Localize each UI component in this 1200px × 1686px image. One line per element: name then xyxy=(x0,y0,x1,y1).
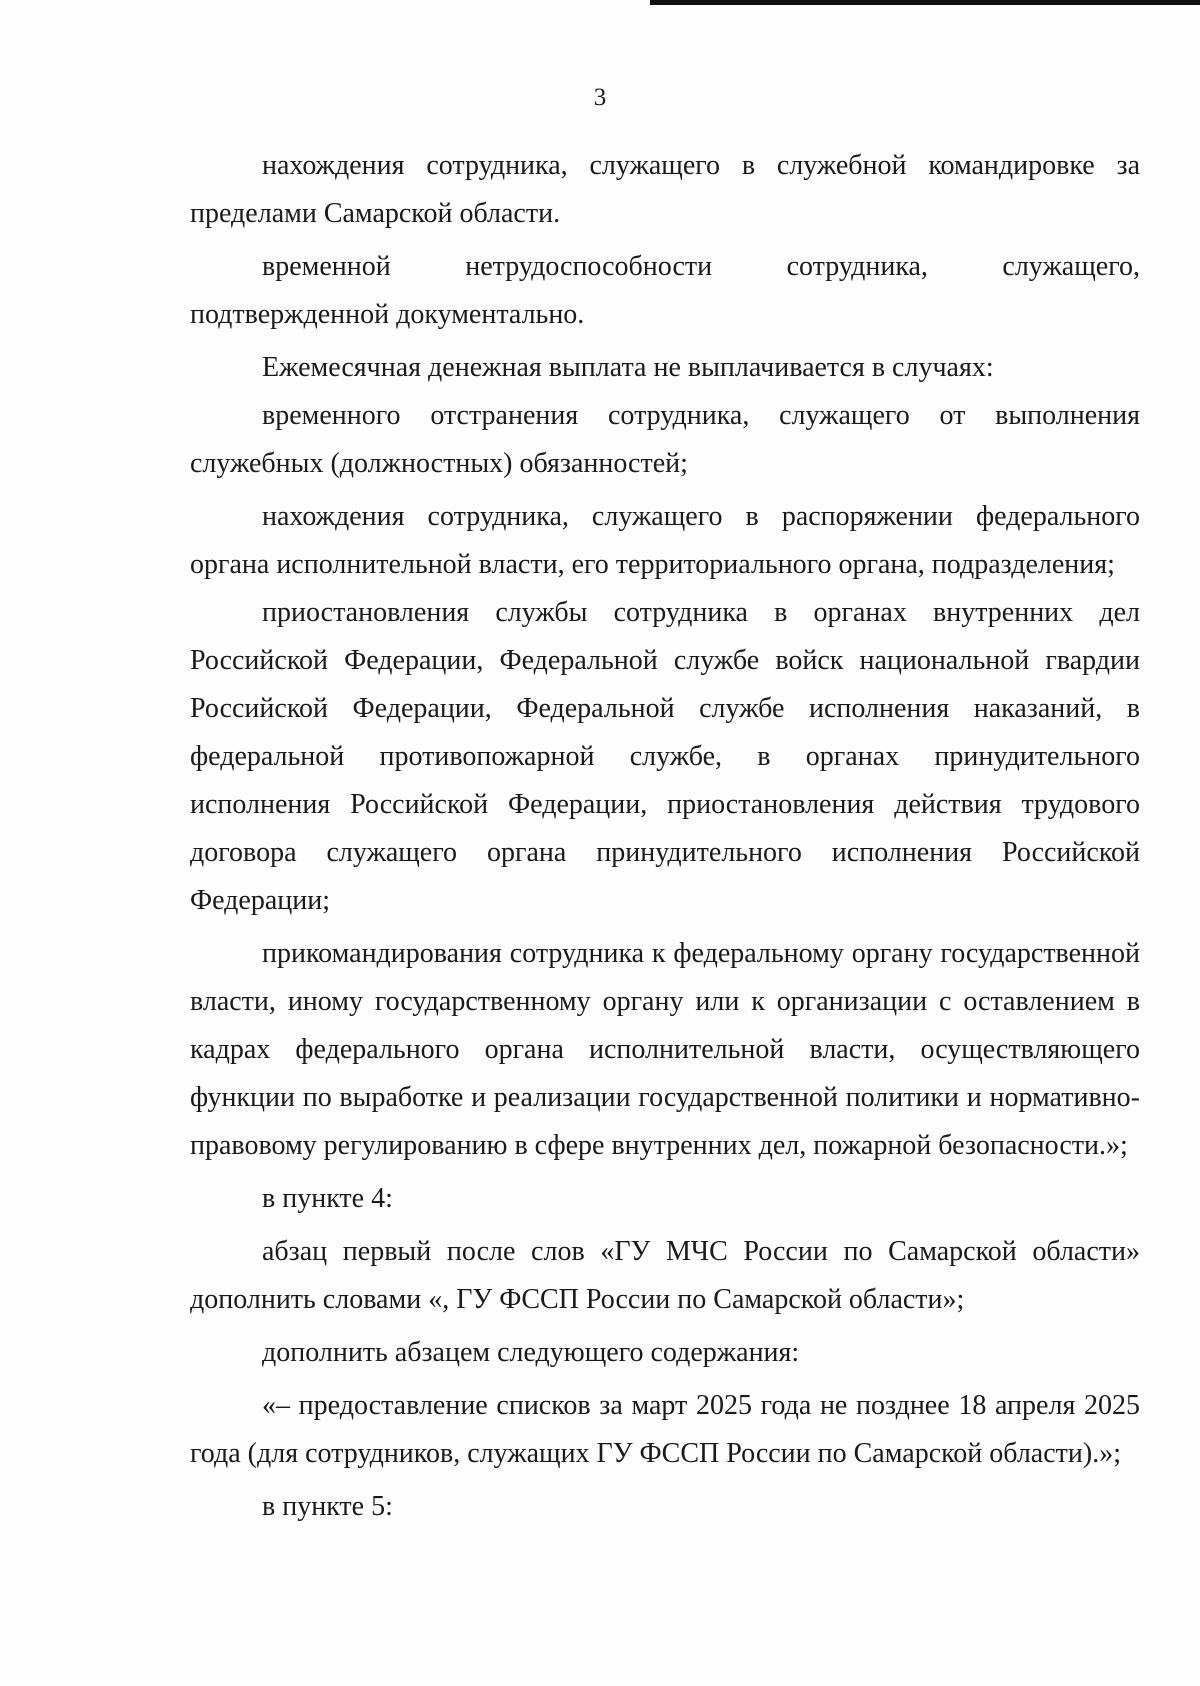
document-body xyxy=(190,142,1140,1531)
paragraph-10: дополнить абзацем следующего содержания: xyxy=(262,1337,800,1368)
paragraph-12: в пункте 5: xyxy=(262,1491,393,1522)
page-number: 3 xyxy=(593,84,607,111)
paragraph-6: приостановления службы сотрудника в органах внутренних дел Российской Федерации, Федеральной службе войск национальной гвардии Российской Федерации, Федеральной службе исполнения наказаний, в федеральной противопожарной службе, в органах принудительного исполнения Российской Федерации, приостановления действия трудового договора служащего органа принудительного исполнения Российской Федерации; xyxy=(190,597,1140,916)
paragraph-5: нахождения сотрудника, служащего в распоряжении федерального органа исполнительной власти, его территориального органа, подразделения; xyxy=(190,501,1140,580)
paragraph-11: «– предоставление списков за март 2025 года не позднее 18 апреля 2025 года (для сотрудников, служащих ГУ ФССП России по Самарской области).»; xyxy=(190,1390,1140,1469)
paragraph-7: прикомандирования сотрудника к федеральному органу государственной власти, иному государственному органу или к организации с оставлением в кадрах федерального органа исполнительной власти, осуществляющего функции по выработке и реализации государственной политики и нормативно-правовому регулированию в сфере внутренних дел, пожарной безопасности.»; xyxy=(190,938,1140,1161)
paragraph-2: временной нетрудоспособности сотрудника, служащего, подтвержденной документально. xyxy=(190,251,1140,330)
paragraph-1: нахождения сотрудника, служащего в служебной командировке за пределами Самарской области. xyxy=(190,150,1140,229)
paragraph-8: в пункте 4: xyxy=(262,1183,393,1214)
scan-edge-line xyxy=(650,0,1200,5)
paragraph-9: абзац первый после слов «ГУ МЧС России по Самарской области» дополнить словами «, ГУ ФССП России по Самарской области»; xyxy=(190,1236,1140,1315)
paragraph-3: Ежемесячная денежная выплата не выплачивается в случаях: xyxy=(262,352,994,383)
paragraph-4: временного отстранения сотрудника, служащего от выполнения служебных (должностных) обязанностей; xyxy=(190,400,1140,479)
